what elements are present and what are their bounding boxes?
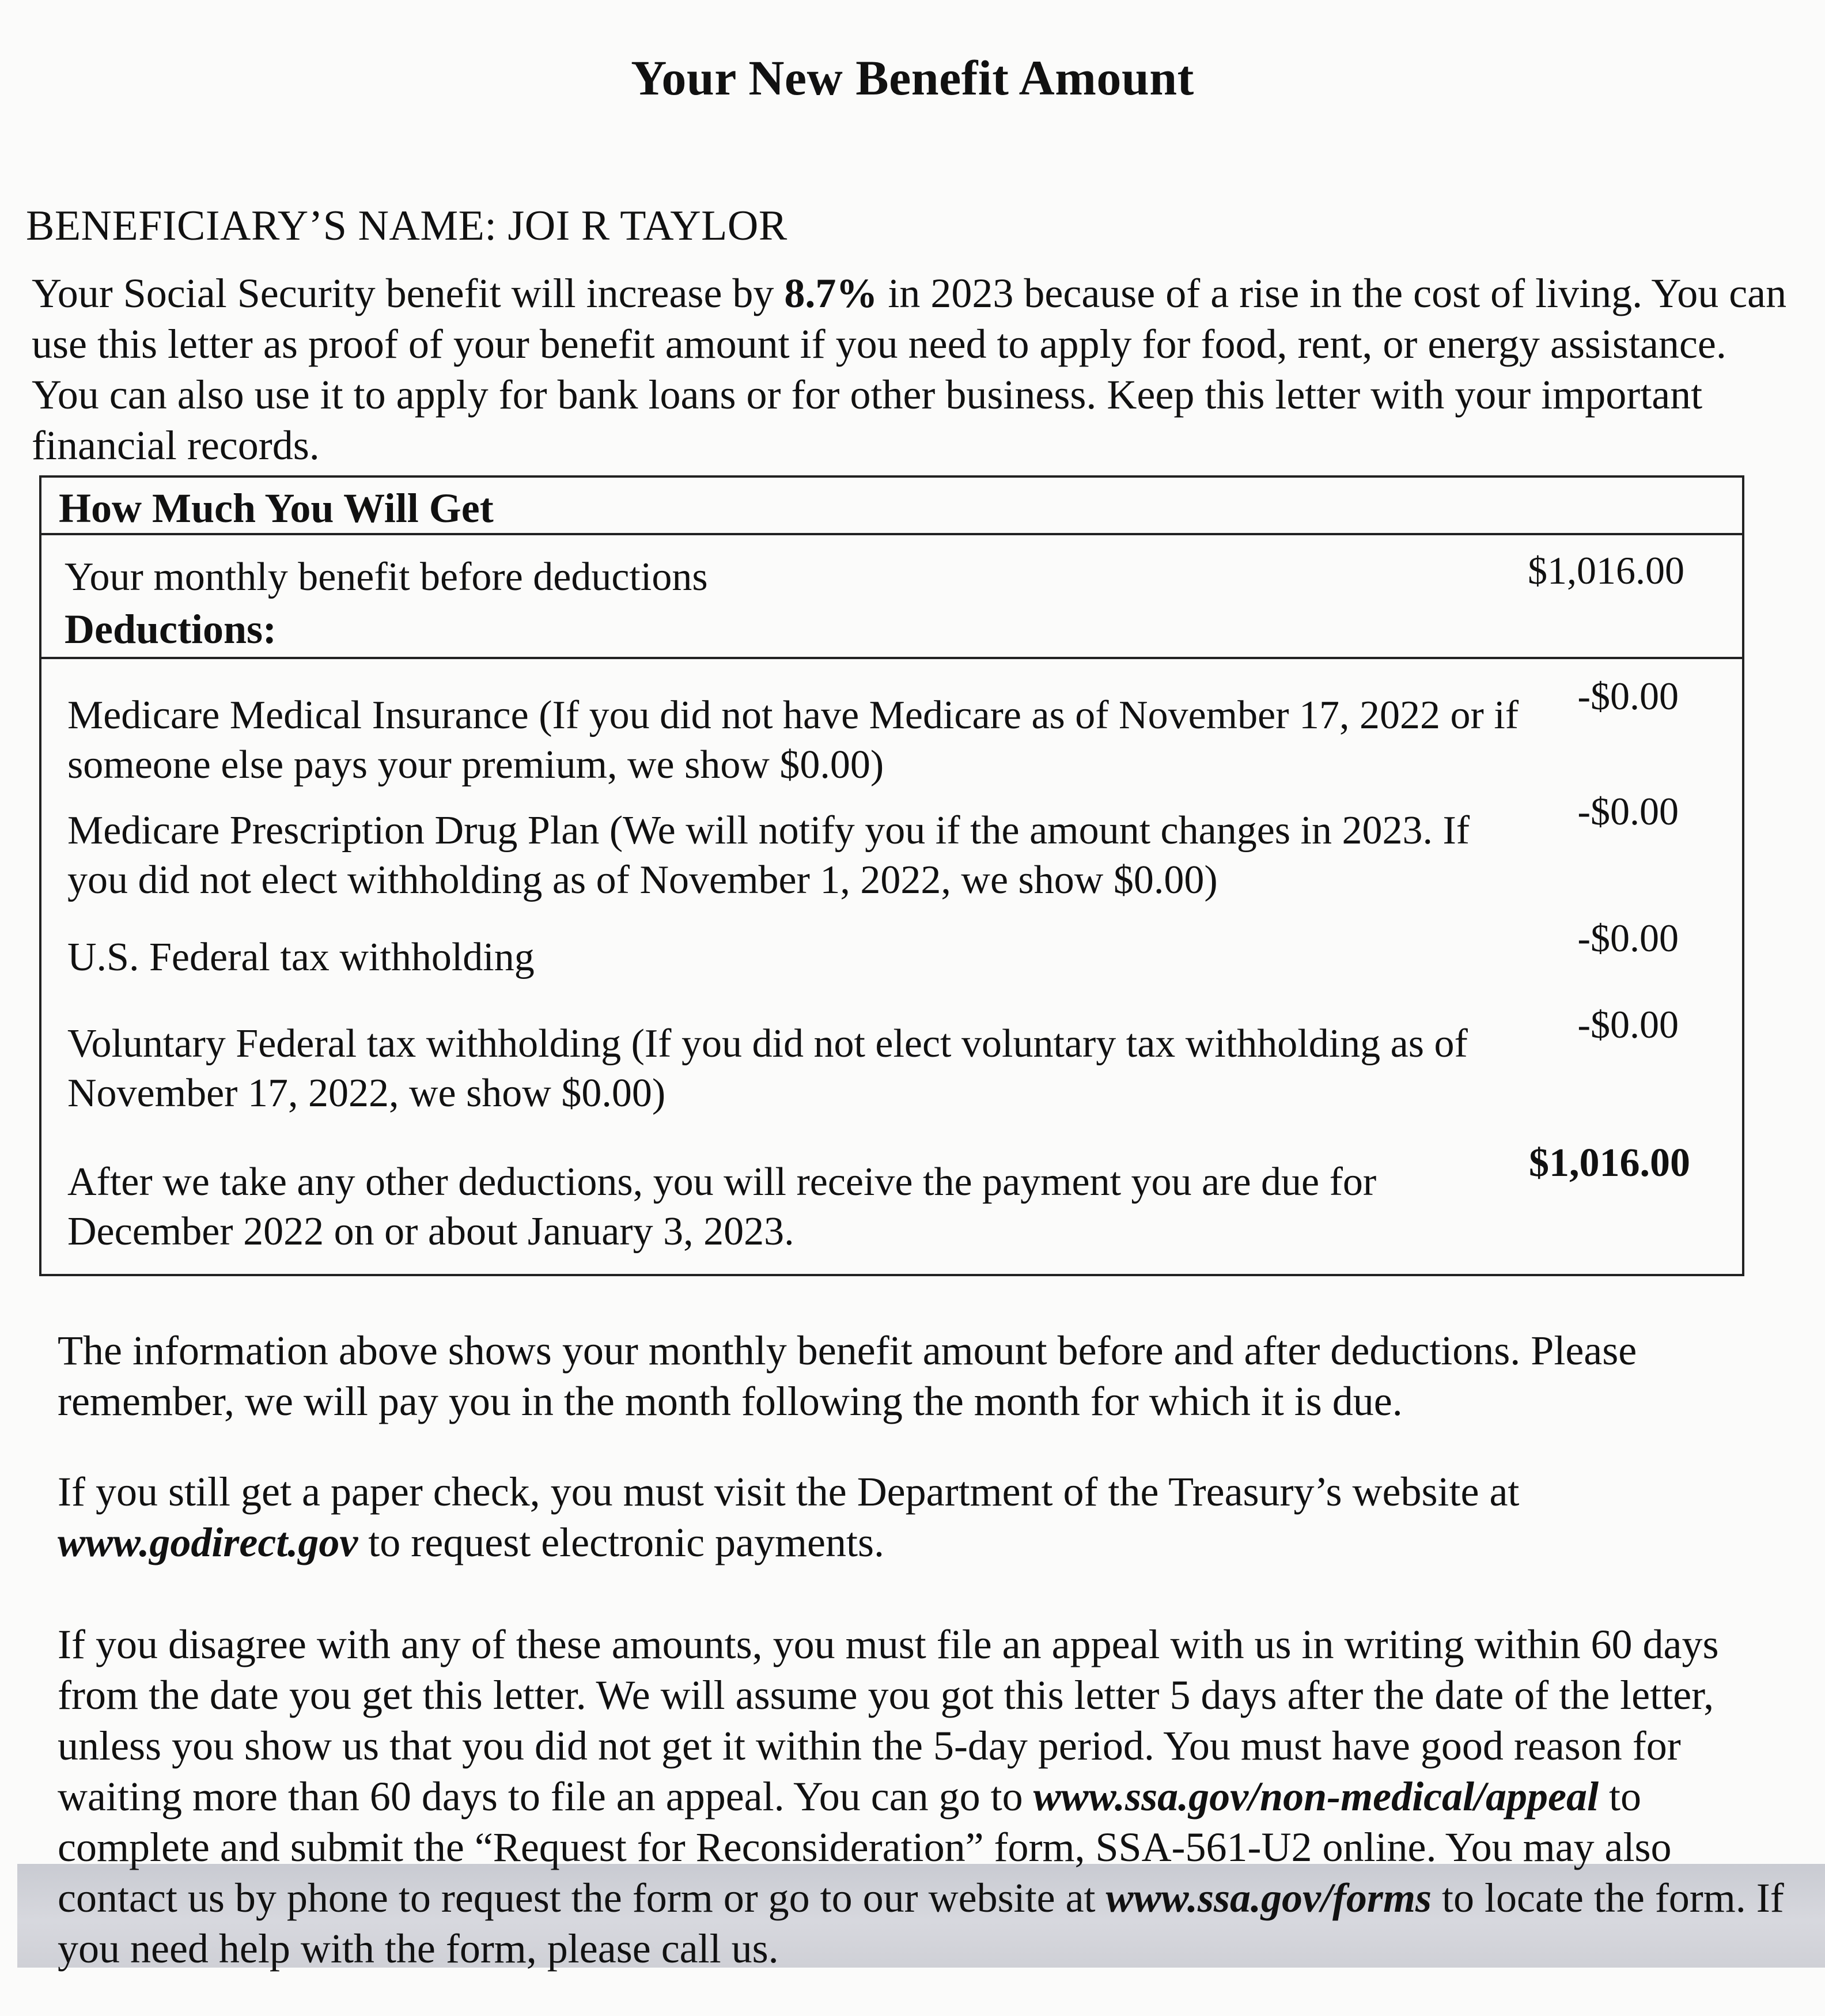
net-payment-amount: $1,016.00 [1529, 1141, 1690, 1185]
deductions-heading: Deductions: [65, 606, 277, 652]
appeal-link[interactable]: www.ssa.gov/non-medical/appeal [1033, 1773, 1599, 1820]
deductions-heading-row [41, 604, 1742, 659]
beneficiary-label: BENEFICIARY’S NAME: [26, 202, 497, 249]
deduction-label-medicare-medical: Medicare Medical Insurance (If you did not have Medicare as of November 17, 2022 or if someone else pays your premium, we show $0.00) [67, 693, 1519, 787]
net-payment-label: After we take any other deductions, you will receive the payment you are due for December 2022 on or about January 3, 2023. [67, 1160, 1377, 1254]
intro-text-end: in 2023 because of a rise in the cost of living. You can use this letter as proof of your benefit amount if you need to apply for food, rent, or energy assistance. You can also use it to apply for bank loans or for other business. Keep this letter with your important financial records. [32, 270, 1787, 468]
deduction-amount-federal-tax: -$0.00 [1577, 916, 1679, 960]
intro-paragraph [32, 268, 1789, 471]
godirect-link[interactable]: www.godirect.gov [58, 1519, 358, 1565]
deduction-amount-drug-plan: -$0.00 [1577, 789, 1679, 833]
deduction-row [41, 789, 1742, 918]
deduction-amount-medicare-medical: -$0.00 [1577, 674, 1679, 718]
deduction-row [41, 916, 1742, 1002]
deduction-amount-voluntary-tax: -$0.00 [1577, 1003, 1679, 1046]
paper-check-text-start: If you still get a paper check, you must visit the Department of the Treasury’s website at [58, 1469, 1520, 1515]
intro-text-start: Your Social Security benefit will increase by [32, 270, 785, 316]
deduction-label-voluntary-tax: Voluntary Federal tax withholding (If you did not elect voluntary tax withholding as of November 17, 2022, we show $0.00) [67, 1022, 1468, 1115]
appeal-text-start: If you disagree with any of these amounts, you must file an appeal with us in writing within 60 days from the date you get this letter. We will assume you got this letter 5 days after the date of the letter, unless you show us that you did not get it within the 5-day period. You must have good reason for waiting more than 60 days to file an appeal. You can go to [58, 1621, 1719, 1820]
monthly-benefit-amount: $1,016.00 [1528, 549, 1684, 592]
monthly-benefit-row [41, 541, 1742, 604]
appeal-text-end: to locate the form. If you need help with the form, please call us. [58, 1875, 1784, 1972]
appeal-text-middle: to complete and submit the “Request for Reconsideration” form, SSA-561-U2 online. You may also contact us by phone to request the form or go to our website at [58, 1773, 1672, 1921]
appeal-paragraph [58, 1619, 1786, 1974]
page-title: Your New Benefit Amount [631, 50, 1194, 105]
beneficiary-name: JOI R TAYLOR [508, 202, 787, 249]
table-header [41, 478, 1742, 535]
deduction-row [41, 674, 1742, 803]
beneficiary-line [26, 202, 787, 251]
net-payment-row [41, 1141, 1742, 1273]
benefit-table [39, 475, 1744, 1276]
monthly-benefit-label: Your monthly benefit before deductions [65, 555, 708, 599]
info-paragraph: The information above shows your monthly benefit amount before and after deductions. Please remember, we will pay you in the month following the month for which it is due. [58, 1327, 1637, 1424]
deduction-row [41, 1003, 1742, 1134]
paper-check-text-end: to request electronic payments. [358, 1519, 884, 1565]
deduction-label-drug-plan: Medicare Prescription Drug Plan (We will notify you if the amount changes in 2023. If you did not elect withholding as of November 1, 2022, we show $0.00) [67, 808, 1470, 902]
deduction-label-federal-tax: U.S. Federal tax withholding [67, 935, 535, 979]
forms-link[interactable]: www.ssa.gov/forms [1105, 1875, 1432, 1921]
increase-percent: 8.7% [784, 270, 878, 316]
table-header-label: How Much You Will Get [59, 485, 494, 531]
paper-check-paragraph [58, 1466, 1786, 1568]
